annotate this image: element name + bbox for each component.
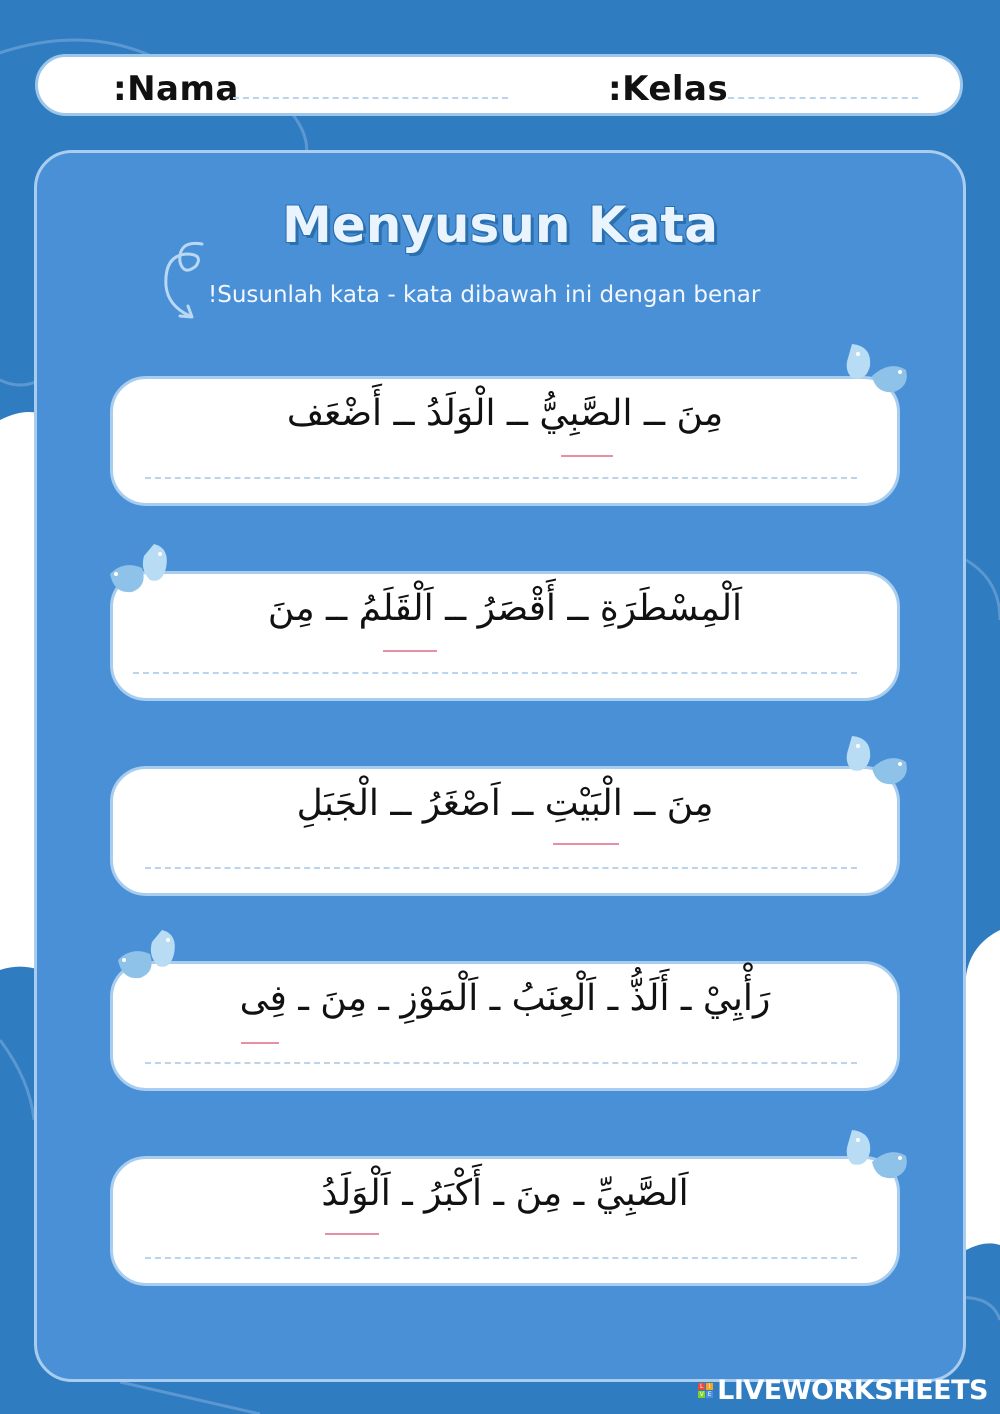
logo-grid-cell: E: [707, 1391, 712, 1398]
water-drop-icon: [842, 732, 912, 792]
water-drop-icon: [842, 340, 912, 400]
question-text-1: مِنَ ــ الصَّبِيُّ ــ الْوَلَدُ ــ أَضْعَف: [286, 393, 724, 434]
liveworksheets-logo[interactable]: [698, 1375, 988, 1406]
question-text-5: اَلصَّبِيِّ ـ مِنَ ـ أَكْبَرُ ـ اَلْوَلَدُ: [321, 1173, 689, 1214]
name-label: :Nama: [113, 69, 239, 109]
underline-mark: [553, 843, 619, 845]
worksheet-title: Menyusun Kata: [282, 196, 718, 254]
curly-arrow-icon: [150, 236, 220, 326]
logo-grid-cell: V: [699, 1391, 704, 1398]
underline-mark: [325, 1233, 379, 1235]
question-text-4: رَأْيِيْ ـ أَلَذُّ ـ اَلْعِنَبُ ـ اَلْمَوْزِ ـ مِنَ ـ فِى: [239, 978, 771, 1019]
water-drop-icon: [106, 540, 176, 600]
underline-mark: [561, 455, 613, 457]
name-input-line[interactable]: [233, 97, 508, 99]
question-card-2: [110, 571, 900, 701]
instruction-text: !Susunlah kata - kata dibawah ini dengan benar: [208, 282, 761, 308]
class-input-line[interactable]: [728, 97, 918, 99]
class-label: :Kelas: [608, 69, 729, 109]
question-text-3: مِنَ ــ الْبَيْتِ ــ اَصْغَرُ ــ الْجَبَلِ: [296, 783, 714, 824]
question-text-2: اَلْمِسْطَرَةِ ــ أَقْصَرُ ــ اَلْقَلَمُ ــ مِنَ: [267, 588, 743, 629]
answer-line-2[interactable]: [133, 672, 857, 674]
logo-text: LIVEWORKSHEETS: [717, 1375, 988, 1406]
answer-line-1[interactable]: [145, 477, 857, 479]
underline-mark: [383, 650, 437, 652]
water-drop-icon: [842, 1126, 912, 1186]
question-card-4: [110, 961, 900, 1091]
question-card-3: [110, 766, 900, 896]
underline-mark: [241, 1042, 279, 1044]
header-bar: [35, 54, 963, 116]
logo-grid-cell: L: [699, 1383, 704, 1390]
answer-line-5[interactable]: [145, 1257, 857, 1259]
question-card-1: [110, 376, 900, 506]
question-card-5: [110, 1156, 900, 1286]
answer-line-3[interactable]: [145, 867, 857, 869]
logo-grid-cell: I: [706, 1383, 713, 1390]
answer-line-4[interactable]: [145, 1062, 857, 1064]
logo-grid-icon: [698, 1383, 713, 1398]
water-drop-icon: [114, 926, 184, 986]
